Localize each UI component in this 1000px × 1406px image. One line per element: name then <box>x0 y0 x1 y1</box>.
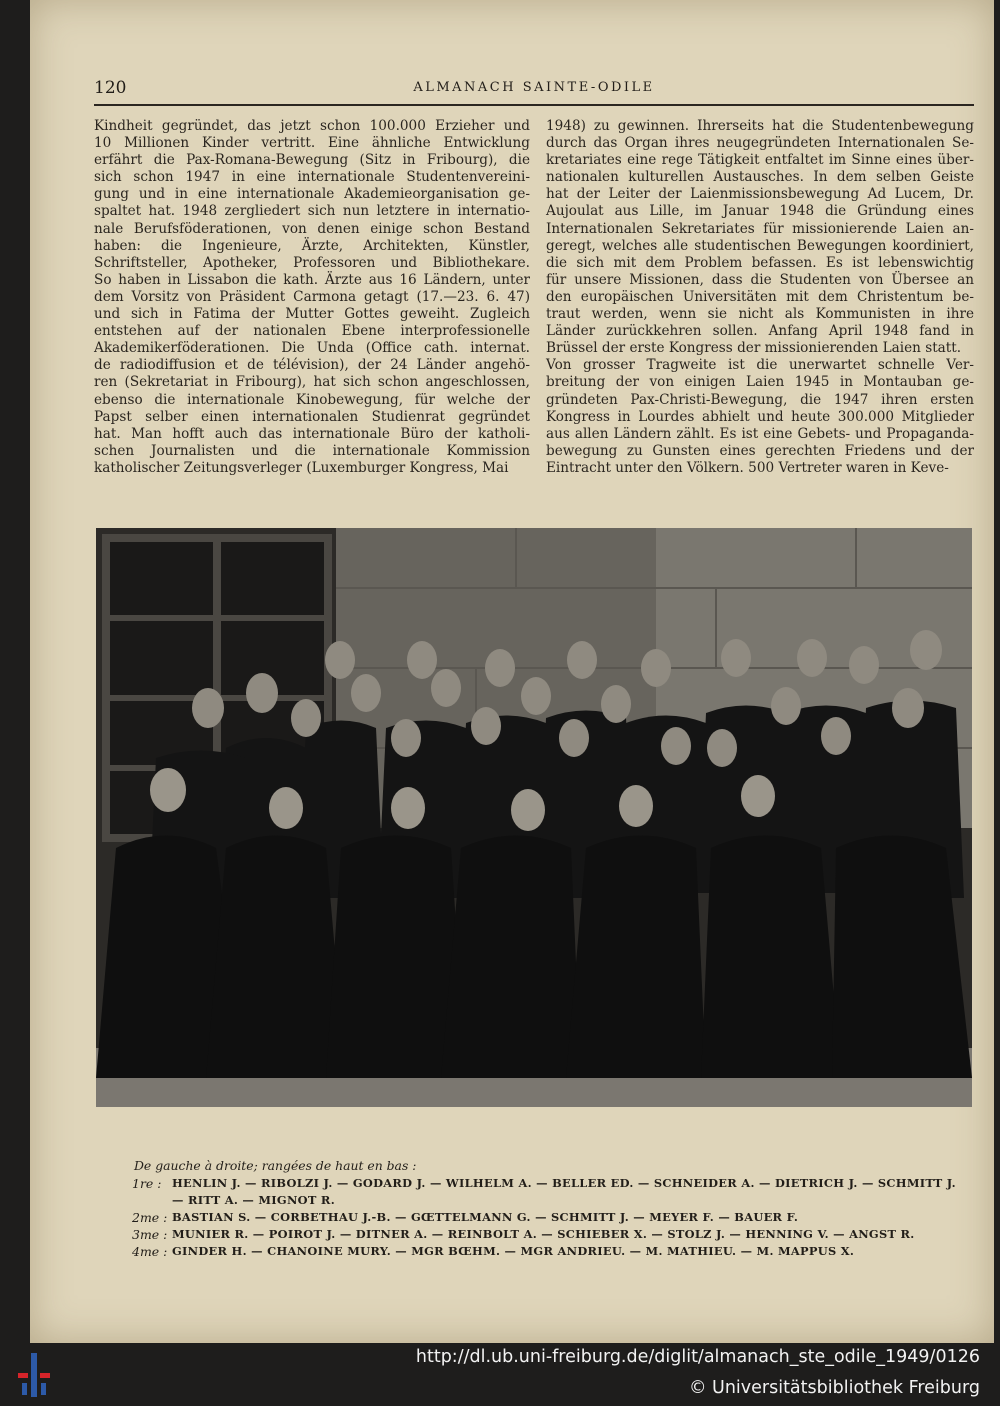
text-line: gründeten Pax-Christi-Bewegung, die 1947 ihren ersten <box>546 391 974 408</box>
text-line: geregt, welches alle studentischen Bewegungen koordiniert, <box>546 237 974 254</box>
text-line: für unsere Missionen, dass die Studenten von Übersee an <box>546 271 974 288</box>
page-header <box>94 78 974 106</box>
text-line: nale Berufsföderationen, von denen einige schon Bestand <box>94 220 530 237</box>
running-title: ALMANACH SAINTE-ODILE <box>413 80 655 95</box>
group-photo-illustration <box>96 528 972 1107</box>
text-line: erfährt die Pax-Romana-Bewegung (Sitz in Fribourg), die <box>94 152 530 169</box>
text-line: und sich in Fatima der Mutter Gottes geweiht. Zugleich <box>94 306 530 323</box>
row-names: MUNIER R. — POIROT J. — DITNER A. — REINBOLT A. — SCHIEBER X. — STOLZ J. — HENNING V. — ANGST R. <box>172 1227 915 1241</box>
photo-caption <box>100 1158 980 1258</box>
text-line: So haben in Lissabon die kath. Ärzte aus 16 Ländern, unter <box>94 271 530 288</box>
text-line: Von grosser Tragweite ist die unerwartet schnelle Ver- <box>546 357 974 374</box>
caption-row <box>100 1177 980 1190</box>
scanned-page <box>30 0 994 1343</box>
text-line: die sich mit dem Problem befassen. Es ist lebenswichtig <box>546 254 974 271</box>
text-line: Aujoulat aus Lille, im Januar 1948 die Gründung eines <box>546 203 974 220</box>
caption-intro: De gauche à droite; rangées de haut en bas : <box>134 1158 417 1173</box>
text-line: ren (Sekretariat in Fribourg), hat sich schon angeschlossen, <box>94 374 530 391</box>
caption-row <box>100 1245 980 1258</box>
text-line: 1948) zu gewinnen. Ihrerseits hat die Studentenbewegung <box>546 118 974 134</box>
text-line: Kindheit gegründet, das jetzt schon 100.000 Erzieher und <box>94 118 530 134</box>
row-names: — RITT A. — MIGNOT R. <box>172 1193 335 1207</box>
text-line: Eintracht unter den Völkern. 500 Vertreter waren in Keve- <box>546 459 949 476</box>
text-line: dem Vorsitz von Präsident Carmona getagt (17.—23. 6. 47) <box>94 288 530 305</box>
text-line: Papst selber einen internationalen Studienrat gegründet <box>94 408 530 425</box>
text-line: gung und in eine internationale Akademieorganisation ge- <box>94 186 530 203</box>
text-line: breitung der von einigen Laien 1945 in Montauban ge- <box>546 374 974 391</box>
row-label: 4me : <box>132 1244 168 1259</box>
text-line: nationalen kulturellen Austausches. In dem selben Geiste <box>546 169 974 186</box>
text-line: haben: die Ingenieure, Ärzte, Architekten, Künstler, <box>94 237 530 254</box>
text-line: ebenso die internationale Kinobewegung, für welche der <box>94 391 530 408</box>
text-column-right <box>546 118 974 477</box>
text-line: hat der Leiter der Laienmissionsbewegung Ad Lucem, Dr. <box>546 186 974 203</box>
row-names: GINDER H. — CHANOINE MURY. — MGR BŒHM. — MGR ANDRIEU. — M. MATHIEU. — M. MAPPUS X. <box>172 1244 855 1258</box>
row-label: 1re : <box>132 1176 162 1191</box>
text-line: entstehen auf der nationalen Ebene interprofessionelle <box>94 323 530 340</box>
row-label: 2me : <box>132 1210 168 1225</box>
text-line: Schriftsteller, Apotheker, Professoren und Bibliothekare. <box>94 254 530 271</box>
text-line: bewegung zu Gunsten eines gerechten Friedens und der <box>546 442 974 459</box>
text-line: Akademikerföderationen. Die Unda (Office cath. internat. <box>94 340 530 357</box>
text-line: hat. Man hofft auch das internationale Büro der katholi- <box>94 425 530 442</box>
row-label: 3me : <box>132 1227 168 1242</box>
text-line: Länder zurückkehren sollen. Anfang April 1948 fand in <box>546 323 974 340</box>
text-line: schen Journalisten und die internationale Kommission <box>94 442 530 459</box>
text-line: 10 Millionen Kinder vertritt. Eine ähnliche Entwicklung <box>94 135 530 152</box>
text-line: spaltet hat. 1948 zergliedert sich nun letztere in internatio- <box>94 203 530 220</box>
text-line: durch das Organ ihres neugegründeten Internationalen Se- <box>546 135 974 152</box>
library-logo-icon <box>18 1347 50 1401</box>
text-line: sich schon 1947 in eine internationale Studentenvereini- <box>94 169 530 186</box>
text-line: de radiodiffusion et de télévision), der 24 Länder angehö- <box>94 357 530 374</box>
caption-row <box>100 1211 980 1224</box>
text-line: Brüssel der erste Kongress der missionierenden Laien statt. <box>546 340 962 357</box>
caption-row <box>100 1194 980 1207</box>
text-line: traut werden, wenn sie nicht als Kommunisten in ihre <box>546 306 974 323</box>
text-column-left <box>94 118 530 477</box>
row-names: BASTIAN S. — CORBETHAU J.-B. — GŒTTELMANN G. — SCHMITT J. — MEYER F. — BAUER F. <box>172 1210 799 1224</box>
viewer-footer <box>0 1343 1000 1406</box>
text-line: kretariates eine rege Tätigkeit entfaltet im Sinne eines über- <box>546 152 974 169</box>
caption-row <box>100 1228 980 1241</box>
text-line: aus allen Ländern zählt. Es ist eine Gebets- und Propaganda- <box>546 425 974 442</box>
text-line: Internationalen Sekretariates für missionierende Laien an- <box>546 220 974 237</box>
page-number: 120 <box>94 78 127 98</box>
text-line: den europäischen Universitäten mit dem Christentum be- <box>546 288 974 305</box>
text-line: katholischer Zeitungsverleger (Luxemburger Kongress, Mai <box>94 459 509 476</box>
copyright-notice: © Universitätsbibliothek Freiburg <box>688 1378 980 1398</box>
source-url-link[interactable]: http://dl.ub.uni-freiburg.de/diglit/almanach_ste_odile_1949/0126 <box>415 1347 980 1367</box>
text-line: Kongress in Lourdes abhielt und heute 300.000 Mitglieder <box>546 408 974 425</box>
group-photograph <box>96 528 972 1107</box>
row-names: HENLIN J. — RIBOLZI J. — GODARD J. — WILHELM A. — BELLER ED. — SCHNEIDER A. — DIETRICH J. — SCHMITT J. <box>172 1176 956 1190</box>
